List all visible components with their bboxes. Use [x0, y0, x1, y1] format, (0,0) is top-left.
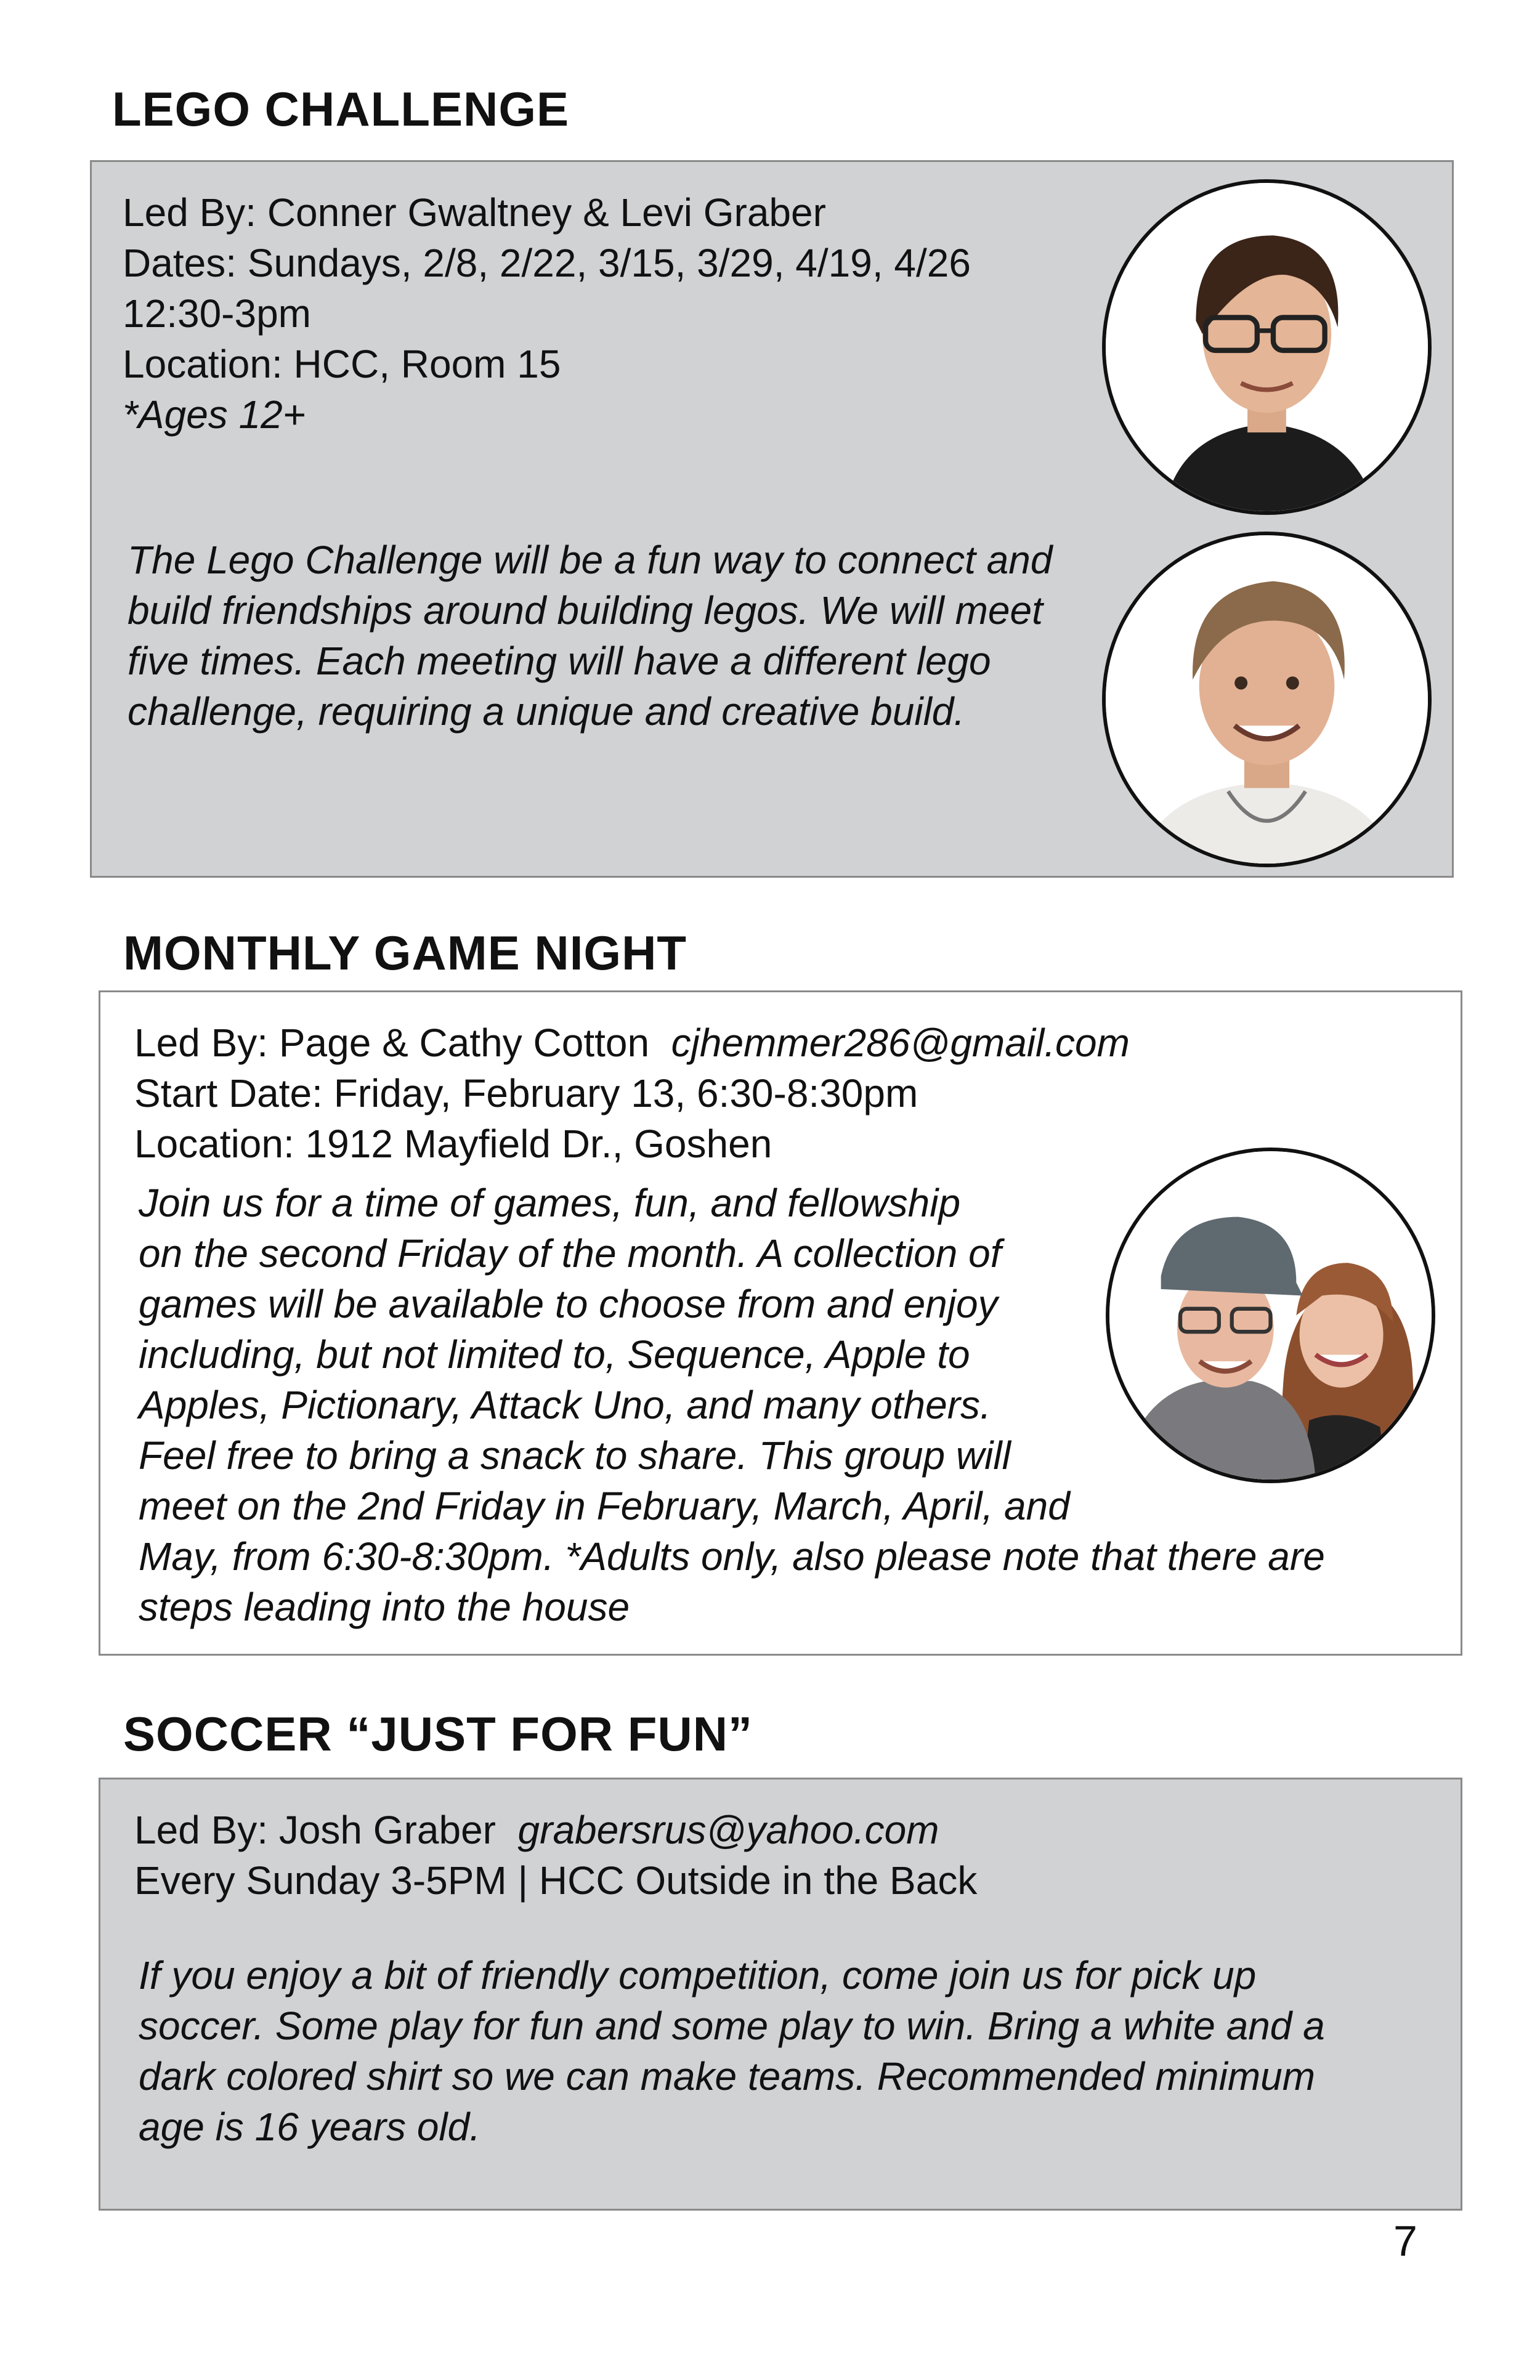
game-night-description-line: Join us for a time of games, fun, and fellowship [139, 1181, 961, 1225]
game-night-description-line: steps leading into the house [139, 1585, 630, 1629]
leader-photo-cottons [1106, 1148, 1435, 1483]
game-night-description-line: games will be available to choose from and enjoy [139, 1282, 998, 1326]
soccer-title: SOCCER “JUST FOR FUN” [123, 1707, 753, 1761]
soccer-description-line: soccer. Some play for fun and some play to win. Bring a white and a [139, 2004, 1325, 2048]
game-night-description-line: Feel free to bring a snack to share. This group will [139, 1433, 1011, 1478]
game-night-title: MONTHLY GAME NIGHT [123, 926, 687, 980]
lego-description-line: challenge, requiring a unique and creative build. [128, 689, 965, 734]
soccer-schedule: Every Sunday 3-5PM | HCC Outside in the Back [134, 1858, 978, 1903]
lego-description-line: five times. Each meeting will have a different lego [128, 639, 991, 683]
soccer-description-line: dark colored shirt so we can make teams. Recommended minimum [139, 2054, 1316, 2099]
game-night-description-line: including, but not limited to, Sequence, Apple to [139, 1332, 970, 1377]
soccer-email: grabersrus@yahoo.com [517, 1808, 939, 1852]
page-number: 7 [1393, 2217, 1417, 2265]
lego-ages: *Ages 12+ [123, 392, 306, 437]
game-night-description-line: on the second Friday of the month. A collection of [139, 1231, 1002, 1276]
soccer-section-box [99, 1778, 1462, 2211]
game-night-location: Location: 1912 Mayfield Dr., Goshen [134, 1122, 772, 1166]
game-night-description-line: meet on the 2nd Friday in February, March, April, and [139, 1484, 1070, 1528]
game-night-led-by-row [134, 1017, 1130, 1069]
lego-led-by: Led By: Conner Gwaltney & Levi Graber [123, 190, 826, 235]
lego-time: 12:30-3pm [123, 291, 311, 336]
game-night-start-date: Start Date: Friday, February 13, 6:30-8:30pm [134, 1071, 918, 1115]
game-night-section-box [99, 990, 1462, 1656]
soccer-description-line: age is 16 years old. [139, 2105, 480, 2149]
lego-description-line: build friendships around building legos. We will meet [128, 588, 1043, 633]
game-night-description-line: Apples, Pictionary, Attack Uno, and many others. [139, 1383, 991, 1427]
soccer-led-by-row [134, 1804, 939, 1856]
game-night-led-by: Led By: Page & Cathy Cotton [134, 1021, 650, 1065]
lego-title: LEGO CHALLENGE [112, 82, 570, 136]
lego-location: Location: HCC, Room 15 [123, 342, 561, 386]
leader-photo-conner [1102, 179, 1432, 515]
soccer-description-line: If you enjoy a bit of friendly competition, come join us for pick up [139, 1953, 1257, 1997]
lego-dates: Dates: Sundays, 2/8, 2/22, 3/15, 3/29, 4/19, 4/26 [123, 241, 971, 285]
game-night-email: cjhemmer286@gmail.com [671, 1021, 1130, 1065]
game-night-description-line: May, from 6:30-8:30pm. *Adults only, also please note that there are [139, 1534, 1325, 1579]
lego-description-line: The Lego Challenge will be a fun way to connect and [128, 538, 1053, 582]
leader-photo-levi [1102, 532, 1432, 867]
lego-section-box [90, 160, 1454, 878]
soccer-led-by: Led By: Josh Graber [134, 1808, 496, 1852]
